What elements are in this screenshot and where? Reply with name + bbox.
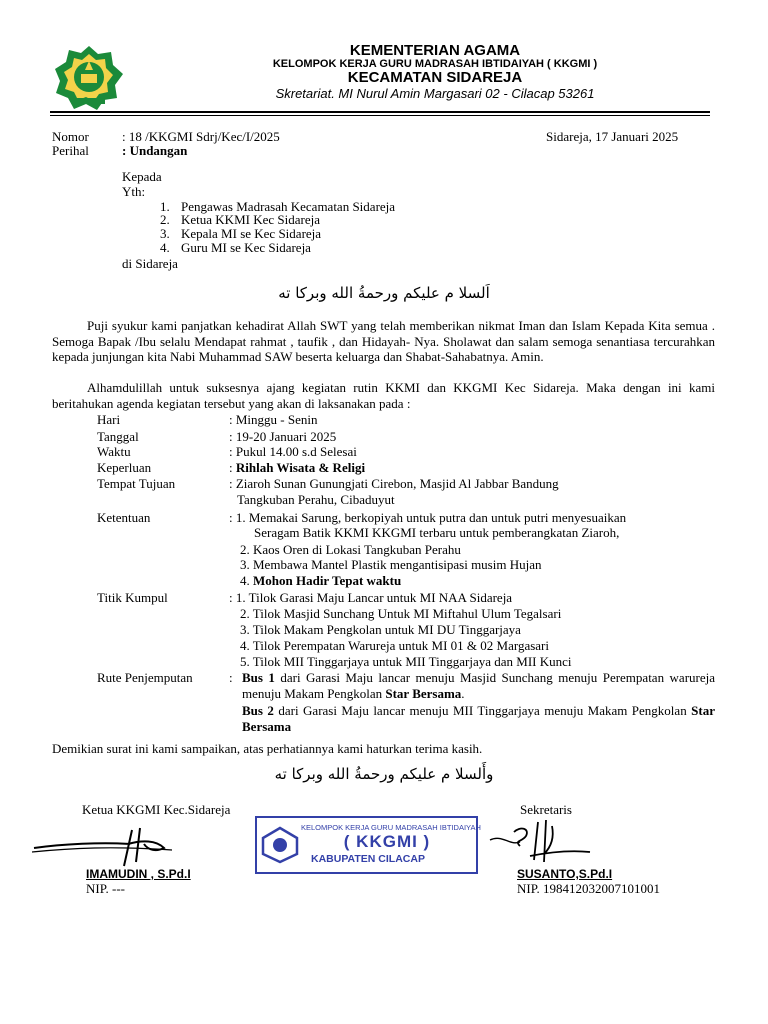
- rute-bold: Star Bersama: [385, 686, 462, 701]
- recipient-num: 4.: [160, 240, 170, 255]
- closing-text: Demikian surat ini kami sampaikan, atas perhatiannya kami haturkan terima kasih.: [52, 741, 483, 756]
- closing-salam: وأَلسلا م عليكم ورحمةُ الله وبركا ته: [274, 765, 494, 783]
- titik-item: 3. Tilok Makam Pengkolan untuk MI DU Tinggarjaya: [240, 622, 521, 637]
- rute-text: dari Garasi Maju lancar menuju Masjid Sunchang menuju Perempatan warureja menuju Makam Pengkolan: [242, 670, 715, 701]
- org-main-title: KEMENTERIAN AGAMA: [349, 42, 521, 59]
- perihal-label: Perihal: [52, 143, 89, 158]
- agenda-label: Rute Penjemputan: [97, 670, 193, 685]
- agenda-value: [229, 460, 365, 475]
- perihal-value: : Undangan: [122, 143, 188, 158]
- agenda-value: : Ziaroh Sunan Gunungjati Cirebon, Masjid Al Jabbar Bandung: [229, 476, 559, 491]
- ketentuan-bold: Mohon Hadir Tepat waktu: [253, 573, 402, 588]
- left-signatory-name: IMAMUDIN , S.Pd.I: [86, 867, 191, 881]
- stamp-main-text: ( KKGMI ): [343, 832, 431, 851]
- organization-stamp: [255, 816, 481, 874]
- right-signatory-name: SUSANTO,S.Pd.I: [517, 867, 613, 881]
- bus-label: Bus 1: [242, 670, 275, 685]
- body-paragraph-1: Puji syukur kami panjatkan kehadirat Allah SWT yang telah memberikan nikmat Iman dan Islam Kepada Kita semua . Semoga Bapak /Ibu selalu Mendapat rahmat , taufik , dan Hidayah- Nya. Sholawat dan salam semoga senantiasa tercurahkan kepada junjungan kita Nabi Muhammad SAW beserta keluarga dan Shabat-Sahabatnya. Amin.: [52, 318, 715, 364]
- agenda-label: Keperluan: [97, 460, 152, 475]
- rute-bus-1: [242, 670, 715, 702]
- rute-dot: .: [461, 686, 465, 701]
- address-line: Skretariat. MI Nurul Amin Margasari 02 - Cilacap 53261: [275, 86, 595, 101]
- rute-bold: Star Bersama: [242, 703, 715, 734]
- header-rule-thin: [50, 115, 710, 116]
- district-title: KECAMATAN SIDAREJA: [347, 69, 523, 86]
- ketentuan-num: 4.: [240, 573, 253, 588]
- agenda-label: Tempat Tujuan: [97, 476, 176, 491]
- kepada-label: Kepada: [122, 169, 162, 184]
- right-signatory-title: Sekretaris: [520, 802, 572, 817]
- right-signatory-nip: NIP. 198412032007101001: [517, 881, 661, 896]
- keperluan-value: Rihlah Wisata & Religi: [235, 460, 366, 475]
- ketentuan-item: 3. Membawa Mantel Plastik mengantisipasi musim Hujan: [240, 557, 542, 572]
- ketentuan-item: 2. Kaos Oren di Lokasi Tangkuban Perahu: [240, 542, 461, 557]
- place-date: Sidareja, 17 Januari 2025: [546, 129, 679, 144]
- ketentuan-item: Seragam Batik KKMI KKGMI terbaru untuk pemberangkatan Ziaroh,: [254, 525, 620, 540]
- nomor-label: Nomor: [52, 129, 89, 144]
- agenda-value: : Pukul 14.00 s.d Selesai: [229, 444, 357, 459]
- recipient-num: 3.: [160, 226, 170, 241]
- agenda-colon: :: [229, 670, 233, 685]
- stamp-emblem-icon: [261, 826, 299, 864]
- recipient-item: Guru MI se Kec Sidareja: [181, 240, 311, 255]
- left-signatory-nip: NIP. ---: [86, 881, 125, 896]
- yth-label: Yth:: [122, 184, 146, 199]
- agenda-label: Waktu: [97, 444, 131, 459]
- titik-item: 2. Tilok Masjid Sunchang Untuk MI Miftahul Ulum Tegalsari: [240, 606, 562, 621]
- left-signature-icon: [32, 822, 182, 870]
- nomor-value: : 18 /KKGMI Sdrj/Kec/I/2025: [122, 129, 280, 144]
- agenda-colon: :: [229, 460, 236, 475]
- right-signature-icon: [480, 816, 600, 868]
- stamp-top-text: KELOMPOK KERJA GURU MADRASAH IBTIDAIYAH: [301, 823, 481, 832]
- org-sub-title: KELOMPOK KERJA GURU MADRASAH IBTIDAIYAH ( KKGMI ): [272, 58, 598, 70]
- agenda-value: Tangkuban Perahu, Cibaduyut: [237, 492, 395, 507]
- kemenag-logo-icon: [53, 44, 125, 112]
- opening-salam: اَلسلا م عليكم ورحمةُ الله وبركا ته: [278, 284, 490, 302]
- ketentuan-item: [240, 573, 401, 588]
- titik-item: 4. Tilok Perempatan Warureja untuk MI 01 & 02 Margasari: [240, 638, 549, 653]
- agenda-label: Hari: [97, 412, 121, 427]
- ketentuan-item: : 1. Memakai Sarung, berkopiyah untuk putra dan untuk putri menyesuaikan: [229, 510, 627, 525]
- recipient-num: 2.: [160, 212, 170, 227]
- recipient-num: 1.: [160, 199, 170, 214]
- titik-item: 5. Tilok MII Tinggarjaya untuk MII Tinggarjaya dan MII Kunci: [240, 654, 572, 669]
- recipient-item: Kepala MI se Kec Sidareja: [181, 226, 322, 241]
- rute-bus-2: [242, 703, 715, 735]
- agenda-value: : Minggu - Senin: [229, 412, 318, 427]
- agenda-label: Tanggal: [97, 429, 139, 444]
- recipient-location: di Sidareja: [122, 256, 178, 271]
- recipient-item: Ketua KKMI Kec Sidareja: [181, 212, 320, 227]
- agenda-label: Titik Kumpul: [97, 590, 168, 605]
- bus-label: Bus 2: [242, 703, 274, 718]
- titik-item: : 1. Tilok Garasi Maju Lancar untuk MI NAA Sidareja: [229, 590, 513, 605]
- agenda-value: : 19-20 Januari 2025: [229, 429, 337, 444]
- agenda-label: Ketentuan: [97, 510, 151, 525]
- header-rule-thick: [50, 111, 710, 113]
- stamp-bottom-text: KABUPATEN CILACAP: [311, 853, 425, 865]
- rute-text: dari Garasi Maju lancar menuju MII Tinggarjaya menuju Makam Pengkolan: [273, 703, 692, 718]
- recipient-item: Pengawas Madrasah Kecamatan Sidareja: [181, 199, 396, 214]
- body-paragraph-2: Alhamdulillah untuk suksesnya ajang kegiatan rutin KKMI dan KKGMI Kec Sidareja. Maka dengan ini kami beritahukan agenda kegiatan tersebut yang akan di laksanakan pada :: [52, 380, 715, 411]
- left-signatory-title: Ketua KKGMI Kec.Sidareja: [82, 802, 231, 817]
